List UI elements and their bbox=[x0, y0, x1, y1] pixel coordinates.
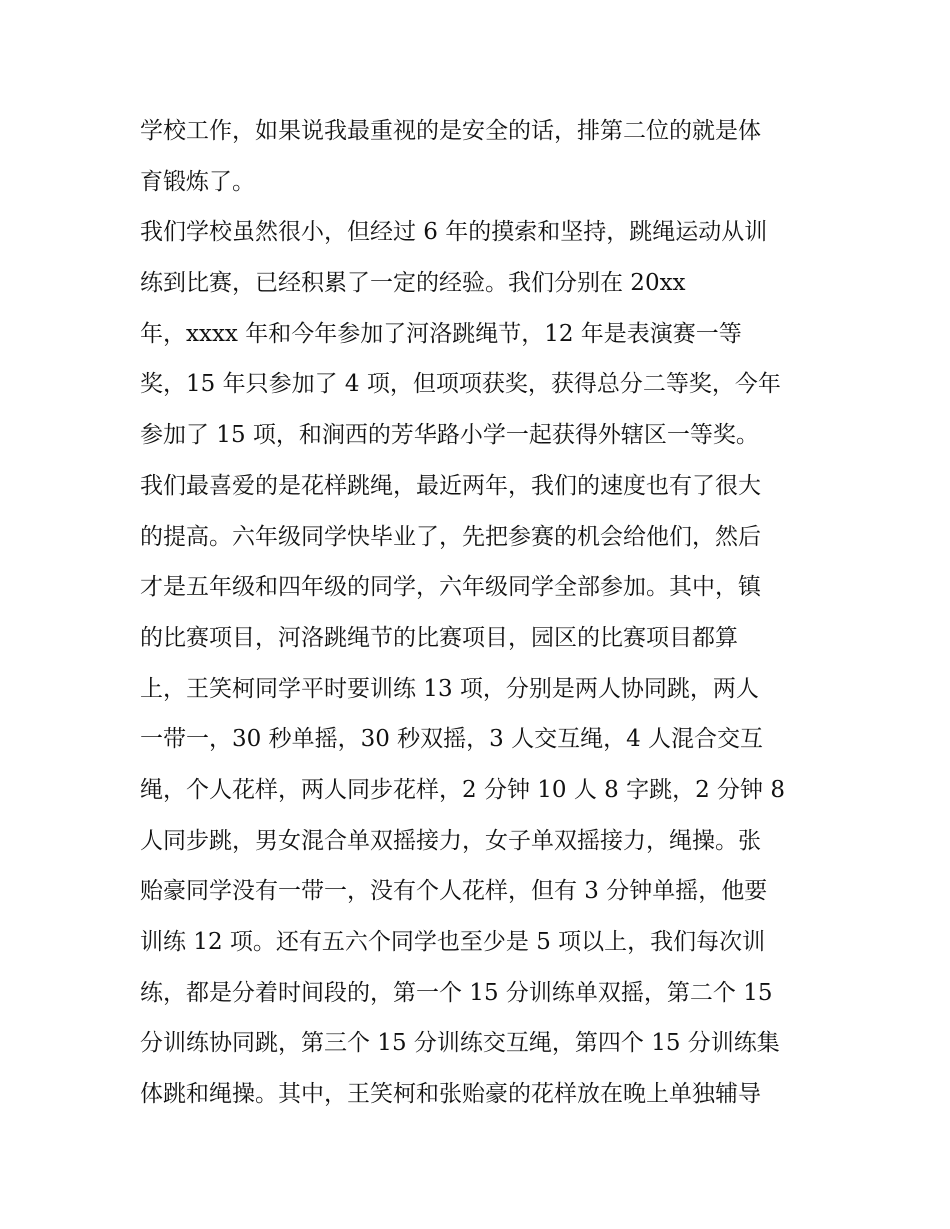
text-line: 贻豪同学没有一带一，没有个人花样，但有 3 分钟单摇，他要 bbox=[140, 878, 768, 905]
text-line: 我们学校虽然很小，但经过 6 年的摸索和坚持，跳绳运动从训 bbox=[140, 219, 768, 246]
text-line: 奖，15 年只参加了 4 项，但项项获奖，获得总分二等奖，今年 bbox=[140, 371, 781, 398]
text-line: 练，都是分着时间段的，第一个 15 分训练单双摇，第二个 15 bbox=[140, 979, 773, 1006]
text-line: 人同步跳，男女混合单双摇接力，女子单双摇接力，绳操。张 bbox=[140, 827, 761, 854]
text-line: 分训练协同跳，第三个 15 分训练交互绳，第四个 15 分训练集 bbox=[140, 1030, 780, 1057]
text-line: 的提高。六年级同学快毕业了，先把参赛的机会给他们，然后 bbox=[140, 523, 761, 550]
body-text bbox=[140, 106, 840, 1120]
text-line: 参加了 15 项，和涧西的芳华路小学一起获得外辖区一等奖。 bbox=[140, 422, 759, 449]
text-line: 育锻炼了。 bbox=[140, 168, 255, 195]
text-line: 上，王笑柯同学平时要训练 13 项，分别是两人协同跳，两人 bbox=[140, 675, 759, 702]
text-line: 才是五年级和四年级的同学，六年级同学全部参加。其中，镇 bbox=[140, 574, 761, 601]
text-line: 年，xxxx 年和今年参加了河洛跳绳节，12 年是表演赛一等 bbox=[140, 320, 742, 347]
text-line: 体跳和绳操。其中，王笑柯和张贻豪的花样放在晚上单独辅导 bbox=[140, 1081, 761, 1108]
text-line: 我们最喜爱的是花样跳绳，最近两年，我们的速度也有了很大 bbox=[140, 472, 761, 499]
text-line: 绳，个人花样，两人同步花样，2 分钟 10 人 8 字跳，2 分钟 8 bbox=[140, 776, 785, 803]
text-line: 学校工作，如果说我最重视的是安全的话，排第二位的就是体 bbox=[140, 118, 761, 144]
text-line: 的比赛项目，河洛跳绳节的比赛项目，园区的比赛项目都算 bbox=[140, 624, 738, 651]
text-line: 一带一，30 秒单摇，30 秒双摇，3 人交互绳，4 人混合交互 bbox=[140, 726, 764, 753]
text-line: 训练 12 项。还有五六个同学也至少是 5 项以上，我们每次训 bbox=[140, 929, 766, 955]
text-line: 练到比赛，已经积累了一定的经验。我们分别在 20xx bbox=[140, 270, 686, 297]
